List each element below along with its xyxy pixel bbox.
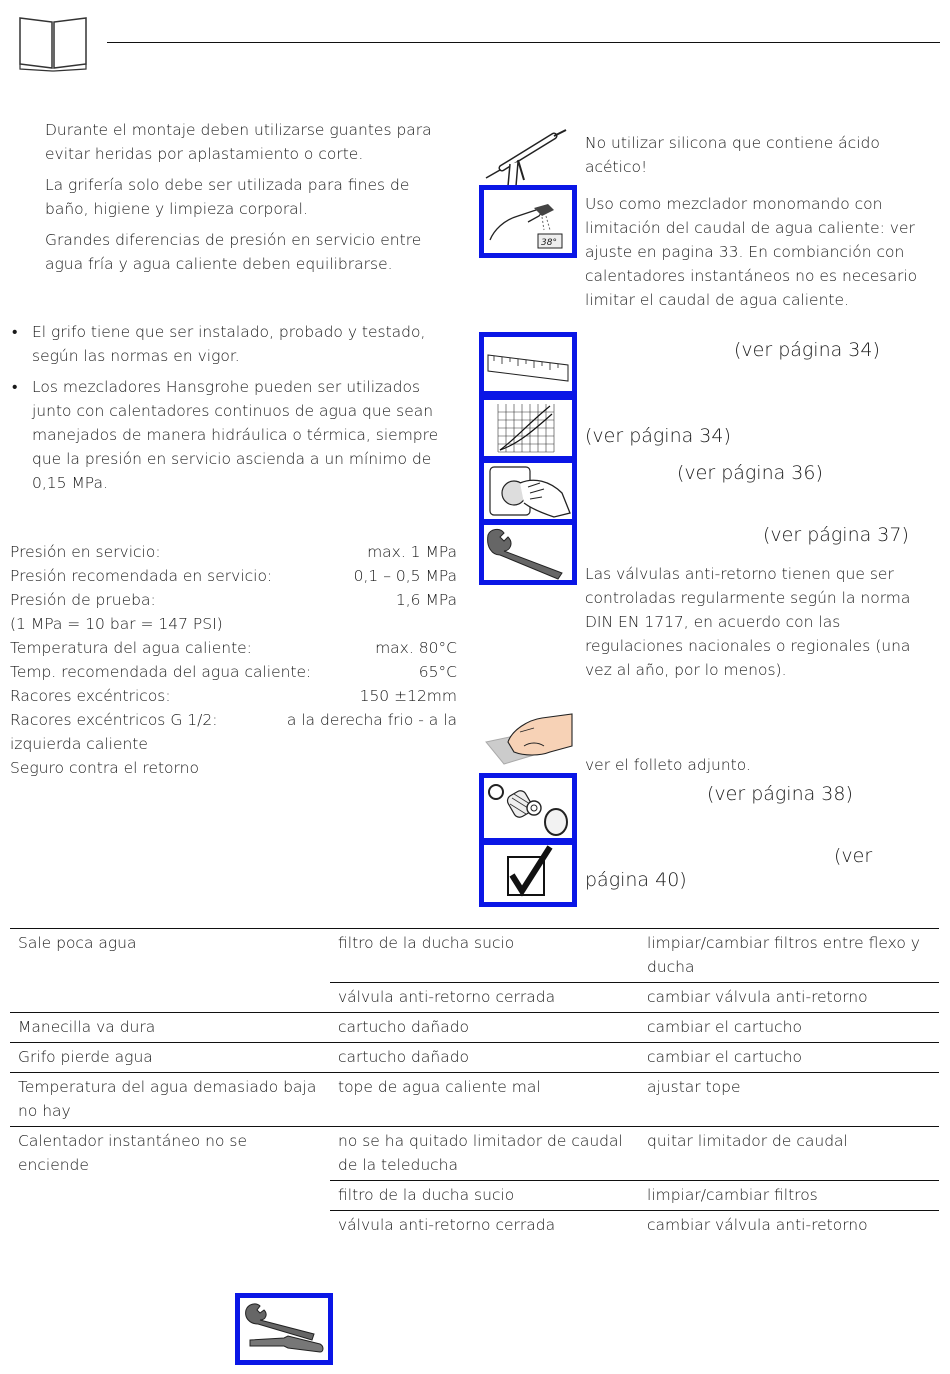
table-row bbox=[10, 1181, 939, 1211]
spec-row bbox=[10, 612, 457, 636]
page-reference: (ver bbox=[834, 845, 873, 867]
table-row bbox=[10, 1073, 939, 1127]
remedy-cell: cambiar válvula anti-retorno bbox=[639, 1211, 939, 1241]
ruler-icon-frame bbox=[479, 332, 577, 396]
cause-cell: válvula anti-retorno cerrada bbox=[330, 983, 639, 1013]
silicone-warning-text: No utilizar silicona que contiene ácido acético! bbox=[585, 134, 880, 176]
remedy-cell: limpiar/cambiar filtros bbox=[639, 1181, 939, 1211]
spec-value: max. 80°C bbox=[375, 639, 457, 657]
cause-cell: cartucho dañado bbox=[330, 1043, 639, 1073]
page-reference: (ver página 34) bbox=[734, 339, 880, 361]
graph-icon-frame bbox=[479, 395, 577, 461]
cause-cell: filtro de la ducha sucio bbox=[330, 1181, 639, 1211]
problem-cell: Grifo pierde agua bbox=[10, 1043, 330, 1073]
page-reference: (ver página 36) bbox=[677, 462, 823, 484]
brochure-reference-text: ver el folleto adjunto. bbox=[585, 756, 751, 774]
spec-label: Temperatura del agua caliente: bbox=[10, 639, 252, 657]
spec-label: izquierda caliente bbox=[10, 735, 148, 753]
thermometer-label: 38° bbox=[541, 238, 557, 248]
page-reference: (ver página 34) bbox=[585, 425, 731, 447]
remedy-cell: cambiar el cartucho bbox=[639, 1043, 939, 1073]
spec-value: 0,1 – 0,5 MPa bbox=[353, 567, 457, 585]
valve-check-text: Las válvulas anti-retorno tienen que ser controladas regularmente según la norma DIN EN 1717, en acuerdo con las regulaciones nacionales o regionales (una vez al año, por lo menos). bbox=[585, 565, 911, 679]
spec-row bbox=[10, 540, 457, 564]
flow-chart-icon bbox=[484, 400, 572, 456]
bullet-item: • El grifo tiene que ser instalado, probado y testado, según las normas en vigor. bbox=[10, 320, 450, 368]
table-row bbox=[10, 929, 939, 983]
remedy-cell: ajustar tope bbox=[639, 1073, 939, 1127]
problem-cell: Manecilla va dura bbox=[10, 1013, 330, 1043]
mixer-icon-frame bbox=[479, 185, 577, 258]
hand-turning-knob-icon bbox=[484, 463, 572, 519]
spec-row bbox=[10, 588, 457, 612]
spec-label: Racores excéntricos G 1/2: bbox=[10, 711, 218, 729]
intro-block bbox=[45, 118, 445, 283]
wrench-icon-frame bbox=[479, 520, 577, 585]
spec-row bbox=[10, 564, 457, 588]
table-row bbox=[10, 1013, 939, 1043]
spec-label: Presión de prueba: bbox=[10, 591, 156, 609]
spec-label: Temp. recomendada del agua caliente: bbox=[10, 663, 312, 681]
spec-row bbox=[10, 756, 457, 780]
remedy-cell: limpiar/cambiar filtros entre flexo y ducha bbox=[639, 929, 939, 983]
intro-paragraph: Durante el montaje deben utilizarse guantes para evitar heridas por aplastamiento o corte. bbox=[45, 121, 432, 163]
parts-icon-frame bbox=[479, 773, 577, 843]
cause-cell: filtro de la ducha sucio bbox=[330, 929, 639, 983]
cause-cell: válvula anti-retorno cerrada bbox=[330, 1211, 639, 1241]
spec-row bbox=[10, 684, 457, 708]
problem-cell bbox=[10, 1181, 330, 1211]
page-reference: página 40) bbox=[585, 869, 687, 891]
cartridge-icon-frame bbox=[479, 458, 577, 524]
spec-value: 65°C bbox=[418, 663, 457, 681]
spec-value: 1,6 MPa bbox=[395, 591, 457, 609]
spec-label: Seguro contra el retorno bbox=[10, 759, 199, 777]
problem-cell: Temperatura del agua demasiado baja no hay bbox=[10, 1073, 330, 1127]
hand-mixer-icon bbox=[484, 190, 572, 253]
wrench-screwdriver-icon bbox=[240, 1298, 328, 1360]
spec-label: Racores excéntricos: bbox=[10, 687, 171, 705]
open-book-icon bbox=[18, 14, 88, 72]
wrench-icon bbox=[484, 525, 572, 580]
check-icon-frame bbox=[479, 840, 577, 907]
problem-cell bbox=[10, 1211, 330, 1241]
troubleshooting-table bbox=[10, 928, 939, 1240]
intro-paragraph: Grandes diferencias de presión en servicio entre agua fría y agua caliente deben equilibrarse. bbox=[45, 231, 422, 273]
cause-cell: cartucho dañado bbox=[330, 1013, 639, 1043]
table-row bbox=[10, 1211, 939, 1241]
spec-value: max. 1 MPa bbox=[367, 543, 457, 561]
remedy-cell: cambiar válvula anti-retorno bbox=[639, 983, 939, 1013]
bullet-item: • Los mezcladores Hansgrohe pueden ser utilizados junto con calentadores continuos de agua que sean manejados de manera hidráulica o térmica, siempre que la presión en servicio ascienda a un mínimo de 0,15 MPa. bbox=[10, 375, 450, 495]
spec-row bbox=[10, 732, 457, 756]
spec-list bbox=[10, 540, 457, 780]
mixer-usage-text: Uso como mezclador monomando con limitación del caudal de agua caliente: ver ajuste en pagina 33. En combianción con calentadores instantáneos no es necesario limitar el caudal de agua caliente. bbox=[585, 195, 918, 309]
table-row bbox=[10, 983, 939, 1013]
filter-parts-icon bbox=[484, 778, 572, 838]
tools-icon-frame bbox=[235, 1293, 333, 1365]
table-row bbox=[10, 1043, 939, 1073]
spec-label: (1 MPa = 10 bar = 147 PSI) bbox=[10, 615, 223, 633]
remedy-cell: quitar limitador de caudal bbox=[639, 1127, 939, 1181]
cleaning-hand-icon bbox=[484, 712, 574, 772]
silicone-gun-icon bbox=[480, 128, 580, 188]
header-rule bbox=[107, 42, 940, 43]
spec-row bbox=[10, 660, 457, 684]
intro-paragraph: La grifería solo debe ser utilizada para fines de baño, higiene y limpieza corporal. bbox=[45, 176, 410, 218]
problem-cell: Calentador instantáneo no se enciende bbox=[10, 1127, 330, 1181]
cause-cell: no se ha quitado limitador de caudal de la teleducha bbox=[330, 1127, 639, 1181]
page-reference: (ver página 38) bbox=[707, 783, 853, 805]
ruler-icon bbox=[484, 337, 572, 391]
checkmark-icon bbox=[484, 845, 572, 902]
problem-cell bbox=[10, 983, 330, 1013]
remedy-cell: cambiar el cartucho bbox=[639, 1013, 939, 1043]
cause-cell: tope de agua caliente mal bbox=[330, 1073, 639, 1127]
spec-value: 150 ±12mm bbox=[359, 687, 457, 705]
page-reference: (ver página 37) bbox=[763, 524, 909, 546]
table-row bbox=[10, 1127, 939, 1181]
spec-label: Presión recomendada en servicio: bbox=[10, 567, 273, 585]
spec-row bbox=[10, 636, 457, 660]
bullet-list bbox=[10, 320, 450, 502]
problem-cell: Sale poca agua bbox=[10, 929, 330, 983]
spec-row bbox=[10, 708, 457, 732]
spec-label: Presión en servicio: bbox=[10, 543, 161, 561]
spec-value: a la derecha frio - a la bbox=[286, 711, 457, 729]
